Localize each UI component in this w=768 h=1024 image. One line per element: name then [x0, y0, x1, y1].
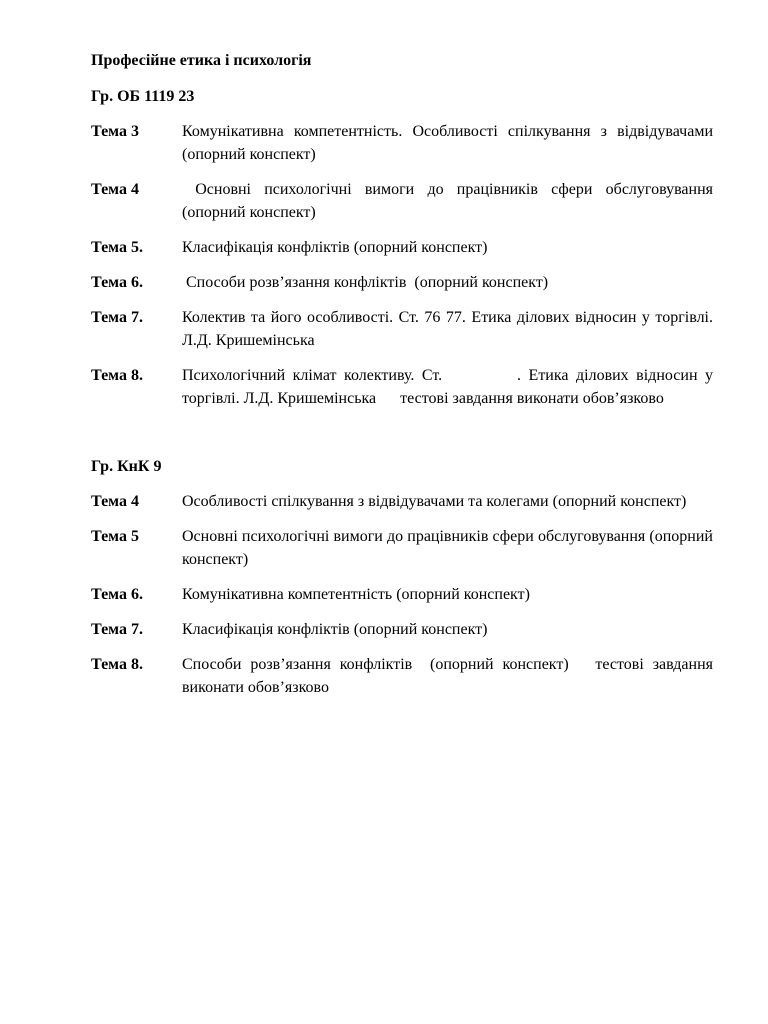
topic-list: [91, 120, 718, 410]
topic-item: [91, 178, 718, 224]
topic-text: Комунікативна компетентність (опорний конспект): [182, 586, 530, 603]
group-section: [91, 455, 721, 699]
group-title: Гр. ОБ 1119 23: [91, 88, 195, 105]
group-title: Гр. КнК 9: [91, 458, 162, 475]
topic-list: [91, 490, 721, 699]
topic-label: Тема 7.: [91, 309, 143, 326]
topic-item: [91, 364, 717, 410]
topic-text: Психологічний клімат колективу. Ст. . Етика ділових відносин у торгівлі. Л.Д. Кришемінська тестові завдання виконати обов’язково: [182, 367, 717, 407]
topic-item: [91, 120, 717, 166]
topic-text: Колектив та його особливості. Ст. 76 77. Етика ділових відносин у торгівлі. Л.Д. Кришемінська: [182, 309, 717, 349]
topic-label: Тема 5.: [91, 239, 143, 256]
topic-text: Основні психологічні вимоги до працівників сфери обслуговування (опорний конспект): [182, 528, 717, 568]
topic-item: [91, 525, 717, 571]
topic-item: [91, 306, 717, 352]
topic-item: [91, 653, 721, 699]
topic-text: Способи розв’язання конфліктів (опорний конспект): [182, 274, 549, 291]
topic-label: Тема 4: [91, 181, 139, 198]
topic-text: Класифікація конфліктів (опорний конспект): [182, 621, 488, 638]
topic-label: Тема 8.: [91, 367, 143, 384]
topic-label: Тема 3: [91, 123, 139, 140]
topic-label: Тема 4: [91, 493, 139, 510]
topic-text: Способи розв’язання конфліктів (опорний конспект) тестові завдання виконати обов’язково: [182, 656, 721, 696]
topic-label: Тема 6.: [91, 274, 143, 291]
document-title: Професійне етика і психологія: [91, 52, 312, 69]
topic-text: Комунікативна компетентність. Особливості спілкування з відвідувачами (опорний конспект): [182, 123, 717, 163]
group-section: [91, 85, 718, 410]
topic-item: [91, 271, 713, 294]
topic-item: [91, 583, 713, 606]
topic-text: Особливості спілкування з відвідувачами та колегами (опорний конспект): [182, 493, 687, 510]
document-page: [91, 49, 721, 699]
topic-item: [91, 618, 713, 641]
topic-text: Основні психологічні вимоги до працівників сфери обслуговування (опорний конспект): [182, 181, 718, 221]
topic-item: [91, 236, 713, 259]
topic-item: [91, 490, 713, 513]
topic-label: Тема 6.: [91, 586, 143, 603]
topic-label: Тема 8.: [91, 656, 143, 673]
topic-label: Тема 7.: [91, 621, 143, 638]
topic-label: Тема 5: [91, 528, 139, 545]
topic-text: Класифікація конфліктів (опорний конспект): [182, 239, 488, 256]
